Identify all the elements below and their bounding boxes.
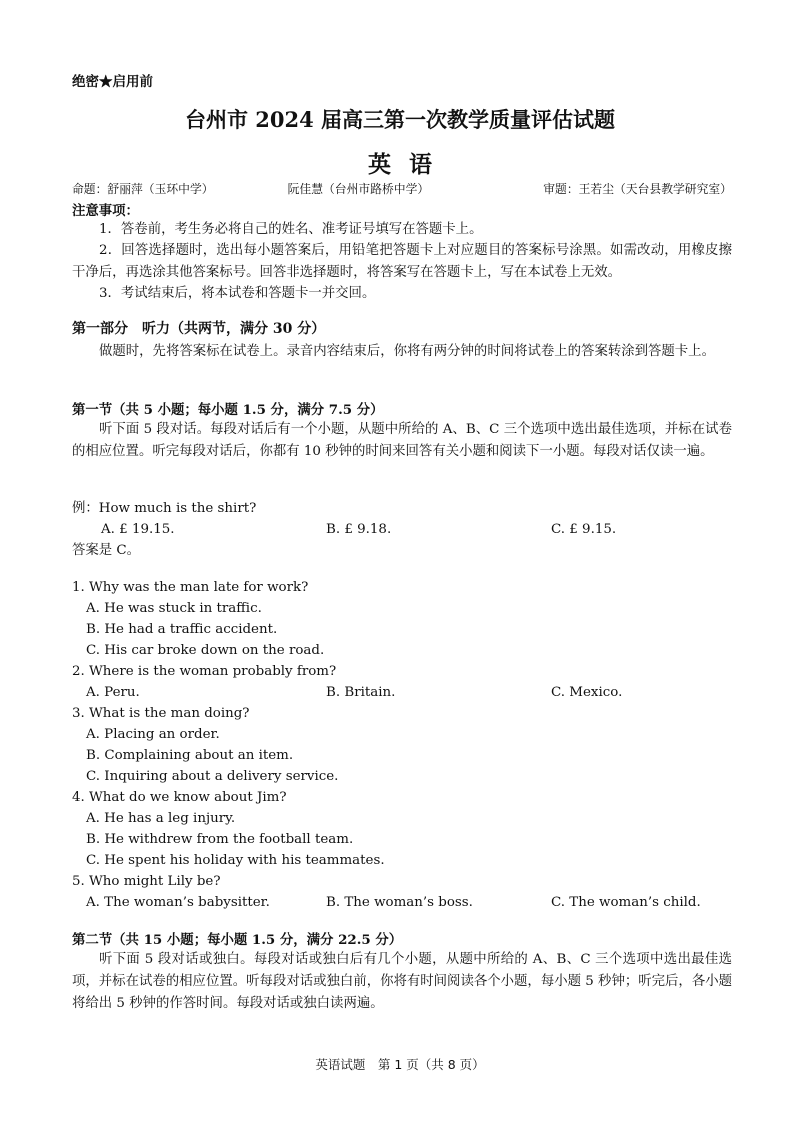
q3-option-b: B. Complaining about an item. bbox=[86, 748, 294, 763]
author-1: 命题：舒丽萍（玉环中学） bbox=[72, 182, 214, 196]
question-2: 2. Where is the woman probably from? bbox=[72, 664, 337, 679]
section1-intro: 听下面 5 段对话。每段对话后有一个小题，从题中所给的 A、B、C 三个选项中选出最佳选项，并标在试卷的相应位置。听完每段对话后，你都有 10 秒钟的时间来回答有关小题和阅读下一小题。每段对话仅读一遍。 bbox=[72, 422, 732, 459]
q3-option-c: C. Inquiring about a delivery service. bbox=[86, 769, 339, 784]
question-5: 5. Who might Lily be? bbox=[72, 874, 221, 889]
author-2: 阮佳慧（台州市路桥中学） bbox=[287, 182, 430, 196]
q4-option-b: B. He withdrew from the football team. bbox=[86, 832, 354, 847]
q2-option-c: C. Mexico. bbox=[551, 685, 623, 700]
q5-option-c: C. The woman’s child. bbox=[551, 895, 701, 910]
section1-heading: 第一节（共 5 小题；每小题 1.5 分，满分 7.5 分） bbox=[72, 402, 384, 418]
example-option-a: A. £ 19.15. bbox=[101, 522, 175, 537]
question-1: 1. Why was the man late for work? bbox=[72, 580, 309, 595]
page-footer: 英语试题 第 1 页（共 8 页） bbox=[315, 1057, 485, 1072]
example-answer: 答案是 C。 bbox=[72, 543, 141, 558]
subject-title: 英语 bbox=[368, 151, 450, 178]
notice-item-1: 1．答卷前，考生务必将自己的姓名、准考证号填写在答题卡上。 bbox=[99, 222, 483, 237]
example-option-b: B. £ 9.18. bbox=[326, 522, 392, 537]
q4-option-a: A. He has a leg injury. bbox=[86, 811, 236, 826]
exam-title: 台州市 2024 届高三第一次教学质量评估试题 bbox=[184, 107, 616, 132]
notice-item-3: 3．考试结束后，将本试卷和答题卡一并交回。 bbox=[99, 286, 376, 301]
q5-option-a: A. The woman’s babysitter. bbox=[86, 895, 270, 910]
example-question: 例：How much is the shirt? bbox=[72, 501, 257, 516]
q1-option-b: B. He had a traffic accident. bbox=[86, 622, 278, 637]
q1-option-a: A. He was stuck in traffic. bbox=[86, 601, 262, 616]
section2-heading: 第二节（共 15 小题；每小题 1.5 分，满分 22.5 分） bbox=[72, 932, 403, 948]
section2-intro: 听下面 5 段对话或独白。每段对话或独白后有几个小题，从题中所给的 A、B、C 三个选项中选出最佳选项，并标在试卷的相应位置。听每段对话或独白前，你将有时间阅读各个小题，每小题 5 秒钟；听完后，各小题将给出 5 秒钟的作答时间。每段对话或独白读两遍。 bbox=[72, 952, 732, 1011]
confidential-label: 绝密★启用前 bbox=[72, 74, 153, 90]
question-3: 3. What is the man doing? bbox=[72, 706, 250, 721]
q4-option-c: C. He spent his holiday with his teammates. bbox=[86, 853, 385, 868]
part1-heading: 第一部分 听力（共两节，满分 30 分） bbox=[72, 321, 326, 337]
q2-option-b: B. Britain. bbox=[326, 685, 396, 700]
example-option-c: C. £ 9.15. bbox=[551, 522, 617, 537]
notice-item-2: 2．回答选择题时，选出每小题答案后，用铅笔把答题卡上对应题目的答案标号涂黑。如需改动，用橡皮擦干净后，再选涂其他答案标号。回答非选择题时，将答案写在答题卡上，写在本试卷上无效。 bbox=[72, 243, 732, 280]
part1-intro: 做题时，先将答案标在试卷上。录音内容结束后，你将有两分钟的时间将试卷上的答案转涂到答题卡上。 bbox=[99, 344, 715, 359]
question-4: 4. What do we know about Jim? bbox=[72, 790, 287, 805]
q5-option-b: B. The woman’s boss. bbox=[326, 895, 473, 910]
q3-option-a: A. Placing an order. bbox=[86, 727, 220, 742]
q1-option-c: C. His car broke down on the road. bbox=[86, 643, 325, 658]
q2-option-a: A. Peru. bbox=[86, 685, 140, 700]
notice-heading: 注意事项： bbox=[72, 203, 139, 219]
reviewer: 审题：王若尘（天台县教学研究室） bbox=[543, 182, 732, 196]
authors-line bbox=[72, 180, 732, 197]
